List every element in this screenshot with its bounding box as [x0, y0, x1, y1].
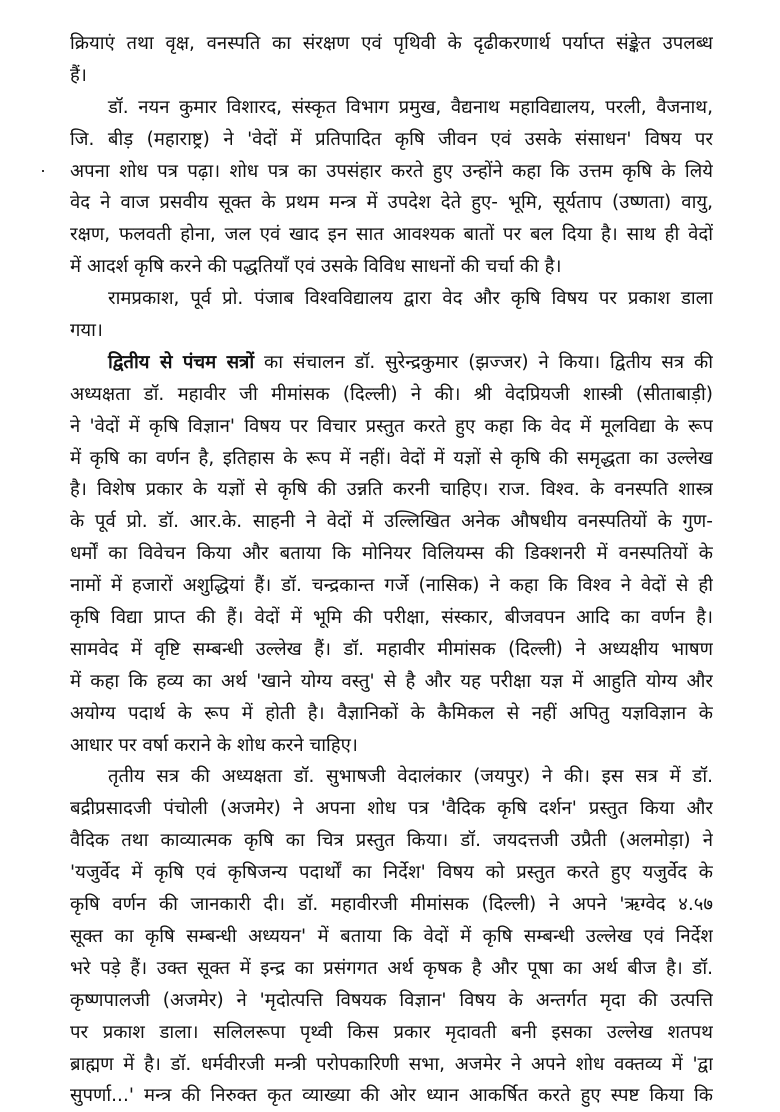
line-text: वेद ने वाज प्रसवीय सूक्त के प्रथम मन्त्र में उपदेश देते हुए- भूमि, सूर्यताप (उष्णता) वायु,	[70, 192, 713, 214]
text-line	[70, 411, 713, 443]
line-text: सूक्त का कृषि सम्बन्धी अध्ययन' में बताया कि वेदों में कृषि सम्बन्धी उल्लेख एवं निर्देश	[70, 925, 713, 947]
line-text: के पूर्व प्रो. डॉ. आर.के. साहनी ने वेदों में उल्लिखित अनेक औषधीय वनस्पतियों के गुण-	[70, 511, 713, 533]
line-text: सुपर्णा...' मन्त्र की निरुक्त कृत व्याख्या की ओर ध्यान आकर्षित करते हुए स्पष्ट किया कि	[70, 1085, 713, 1107]
line-text: जि. बीड़ (महाराष्ट्र) ने 'वेदों में प्रतिपादित कृषि जीवन एवं उसके संसाधन' विषय पर	[70, 128, 713, 150]
line-text: है। विशेष प्रकार के यज्ञों से कृषि की उन्नति करनी चाहिए। राज. विश्व. के वनस्पति शास्त्र	[70, 479, 713, 501]
line-text: में कृषि का वर्णन है, इतिहास के रूप में नहीं। वेदों में यज्ञों से कृषि की समृद्धता का उल्लेख	[70, 447, 713, 469]
line-text: पर प्रकाश डाला। सलिलरूपा पृथ्वी किस प्रकार मृदावती बनी इसका उल्लेख शतपथ	[70, 1021, 713, 1043]
line-text: रामप्रकाश, पूर्व प्रो. पंजाब विश्वविद्यालय द्वारा वेद और कृषि विषय पर प्रकाश डाला	[108, 288, 713, 310]
line-text: कृषि विद्या प्राप्त की हैं। वेदों में भूमि की परीक्षा, संस्कार, बीजवपन आदि का वर्णन है।	[70, 607, 713, 629]
text-line	[70, 634, 713, 666]
line-text: बद्रीप्रसादजी पंचोली (अजमेर) ने अपना शोध पत्र 'वैदिक कृषि दर्शन' प्रस्तुत किया और	[70, 798, 713, 820]
line-text: में आदर्श कृषि करने की पद्धतियाँ एवं उसके विविध साधनों की चर्चा की है।	[70, 256, 562, 278]
text-line	[70, 347, 713, 379]
line-text: 'यजुर्वेद में कृषि एवं कृषिजन्य पदार्थों का निर्देश' विषय को प्रस्तुत करते हुए यजुर्वेद के	[70, 862, 713, 884]
text-line	[70, 60, 713, 92]
line-text: तृतीय सत्र की अध्यक्षता डॉ. सुभाषजी वेदालंकार (जयपुर) ने की। इस सत्र में डॉ.	[108, 766, 713, 788]
text-line	[70, 570, 713, 602]
line-text: धर्मों का विवेचन किया और बताया कि मोनियर विलियम्स की डिक्शनरी में वनस्पतियों के	[70, 543, 713, 565]
line-text: क्रियाएं तथा वृक्ष, वनस्पति का संरक्षण एवं पृथिवी के दृढीकरणार्थ पर्याप्त संङ्केत उपलब्ध	[70, 33, 713, 54]
line-text: कृष्णपालजी (अजमेर) ने 'मृदोत्पत्ति विषयक विज्ञान' विषय के अन्तर्गत मृदा की उत्पत्ति	[70, 989, 713, 1011]
text-line	[70, 219, 713, 251]
paragraph	[70, 283, 713, 347]
text-line	[70, 730, 713, 762]
text-line	[70, 474, 713, 506]
text-line	[70, 889, 713, 921]
line-text: सामवेद में वृष्टि सम्बन्धी उल्लेख हैं। डॉ. महावीर मीमांसक (दिल्ली) ने अध्यक्षीय भाषण	[70, 638, 713, 660]
text-line	[70, 761, 713, 793]
text-line	[70, 538, 713, 570]
line-text: आधार पर वर्षा कराने के शोध करने चाहिए।	[70, 734, 358, 756]
text-line	[70, 1017, 713, 1049]
text-line	[70, 602, 713, 634]
text-line	[70, 793, 713, 825]
text-line	[70, 187, 713, 219]
text-line	[70, 251, 713, 283]
text-line	[70, 1049, 713, 1081]
text-line	[70, 124, 713, 156]
line-text: भरे पड़े हैं। उक्त सूक्त में इन्द्र का प्रसंगगत अर्थ कृषक है और पूषा का अर्थ बीज है। डॉ.	[70, 957, 713, 979]
line-text: रक्षण, फलवती होना, जल एवं खाद इन सात आवश्यक बातों पर बल दिया है। साथ ही वेदों	[70, 224, 713, 246]
line-text: ने 'वेदों में कृषि विज्ञान' विषय पर विचार प्रस्तुत करते हुए कहा कि वेद में मूलविद्या के रूप	[70, 415, 713, 437]
document-page	[70, 28, 713, 1112]
scan-speck	[42, 170, 44, 172]
text-line	[70, 506, 713, 538]
text-line	[70, 698, 713, 730]
line-text: वैदिक तथा काव्यात्मक कृषि का चित्र प्रस्तुत किया। डॉ. जयदत्तजी उप्रैती (अलमोड़ा) ने	[70, 830, 713, 852]
line-text: गया।	[70, 320, 103, 342]
text-line	[70, 985, 713, 1017]
line-text: का संचालन डॉ. सुरेन्द्रकुमार (झज्जर) ने किया। द्वितीय सत्र की	[254, 351, 713, 373]
text-line	[70, 953, 713, 985]
text-line	[70, 156, 713, 188]
bold-heading-phrase: द्वितीय से पंचम सत्रों	[108, 351, 255, 373]
text-line	[70, 315, 713, 347]
text-line	[70, 857, 713, 889]
text-line	[70, 443, 713, 475]
text-line	[70, 379, 713, 411]
paragraph	[70, 761, 713, 1112]
text-line	[70, 921, 713, 953]
text-line	[70, 283, 713, 315]
paragraph	[70, 28, 713, 92]
line-text: डॉ. नयन कुमार विशारद, संस्कृत विभाग प्रमुख, वैद्यनाथ महाविद्यालय, परली, वैजनाथ,	[108, 96, 713, 118]
line-text: कृषि वर्णन की जानकारी दी। डॉ. महावीरजी मीमांसक (दिल्ली) ने अपने 'ऋग्वेद ४.५७	[70, 894, 713, 916]
line-text: अध्यक्षता डॉ. महावीर जी मीमांसक (दिल्ली) ने की। श्री वेदप्रियजी शास्त्री (सीताबाड़ी)	[70, 383, 713, 405]
text-line	[70, 825, 713, 857]
text-line	[70, 28, 713, 60]
line-text: में कहा कि हव्य का अर्थ 'खाने योग्य वस्तु' से है और यह परीक्षा यज्ञ में आहुति योग्य और	[70, 670, 713, 692]
line-text: अयोग्य पदार्थ के रूप में होती है। वैज्ञानिकों के कैमिकल से नहीं अपितु यज्ञविज्ञान के	[70, 702, 713, 724]
paragraph	[70, 92, 713, 283]
text-line	[70, 92, 713, 124]
paragraph	[70, 347, 713, 762]
line-text: अपना शोध पत्र पढ़ा। शोध पत्र का उपसंहार करते हुए उन्होंने कहा कि उत्तम कृषि के लिये	[70, 160, 713, 182]
text-line	[70, 1080, 713, 1112]
line-text: नामों में हजारों अशुद्धियां हैं। डॉ. चन्द्रकान्त गर्जे (नासिक) ने कहा कि विश्व ने वेदों से ही	[70, 575, 713, 597]
line-text: ब्राह्मण में है। डॉ. धर्मवीरजी मन्त्री परोपकारिणी सभा, अजमेर ने अपने शोध वक्तव्य में 'द्वा	[70, 1053, 713, 1075]
text-line	[70, 666, 713, 698]
line-text: हैं।	[70, 64, 87, 86]
